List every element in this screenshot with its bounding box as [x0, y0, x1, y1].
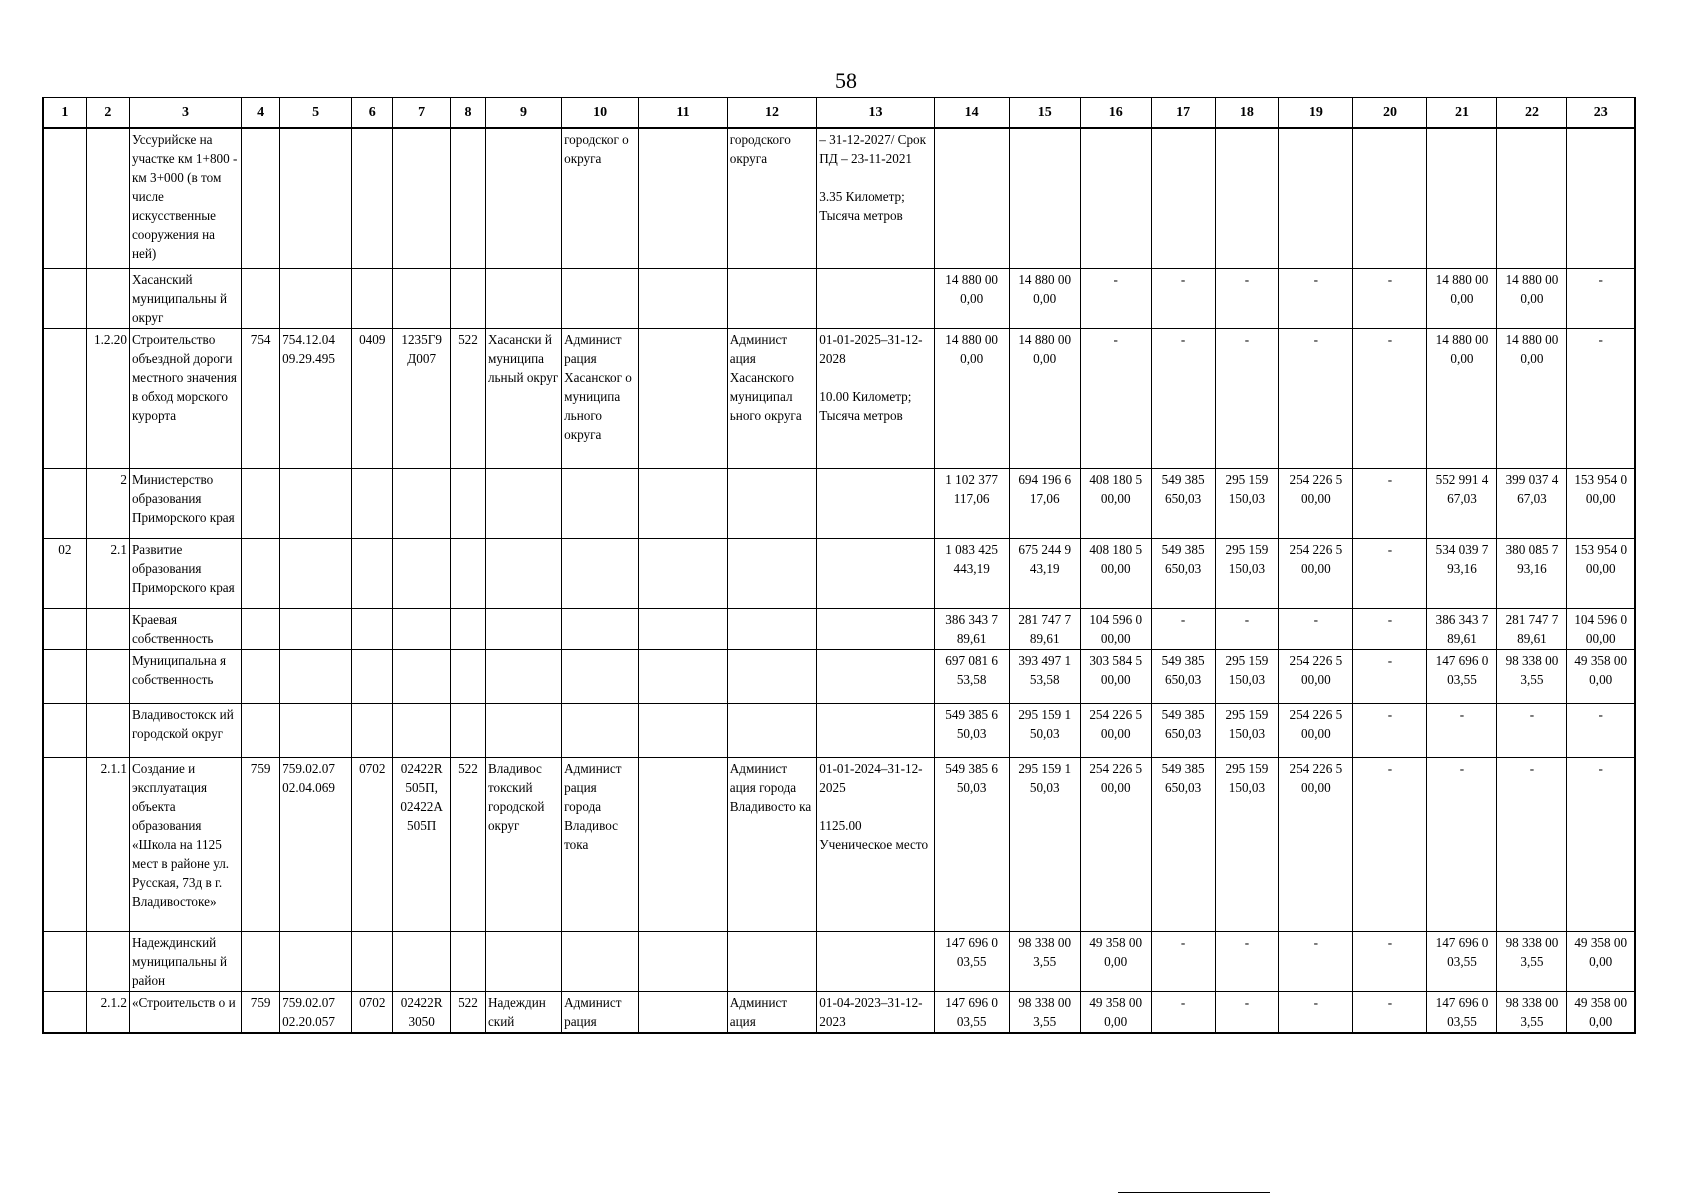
- table-cell: [727, 538, 817, 608]
- table-cell: [485, 268, 561, 328]
- table-cell: «Строительств о и: [129, 991, 241, 1033]
- column-header-3: 3: [129, 98, 241, 129]
- table-cell: [393, 538, 451, 608]
- table-cell: 104 596 0 00,00: [1567, 608, 1635, 649]
- table-cell: [43, 468, 86, 538]
- table-cell: 694 196 6 17,06: [1009, 468, 1080, 538]
- table-cell: [280, 649, 352, 703]
- table-cell: городског о округа: [562, 128, 639, 268]
- column-header-23: 23: [1567, 98, 1635, 129]
- table-cell: 295 159 150,03: [1215, 538, 1279, 608]
- table-cell: 14 880 00 0,00: [934, 268, 1009, 328]
- table-cell: Уссурийске на участке км 1+800 - км 3+000 (в том числе искусственные сооружения на ней): [129, 128, 241, 268]
- table-cell: [393, 931, 451, 991]
- table-cell: -: [1151, 931, 1215, 991]
- table-cell: 1 083 425 443,19: [934, 538, 1009, 608]
- table-cell: 254 226 5 00,00: [1279, 468, 1353, 538]
- table-cell: 147 696 0 03,55: [1427, 649, 1497, 703]
- table-cell: [639, 931, 728, 991]
- column-header-11: 11: [639, 98, 728, 129]
- table-cell: [562, 703, 639, 757]
- table-cell: 549 385 6 50,03: [934, 757, 1009, 931]
- table-cell: 2.1: [86, 538, 129, 608]
- column-header-22: 22: [1497, 98, 1567, 129]
- table-cell: 295 159 150,03: [1215, 468, 1279, 538]
- table-cell: [43, 128, 86, 268]
- table-cell: -: [1427, 757, 1497, 931]
- table-cell: [43, 931, 86, 991]
- table-cell: 02422R 505П, 02422A 505П: [393, 757, 451, 931]
- table-cell: 49 358 00 0,00: [1080, 991, 1151, 1033]
- table-cell: 14 880 00 0,00: [1427, 328, 1497, 468]
- table-cell: [43, 608, 86, 649]
- table-cell: [450, 268, 485, 328]
- table-cell: 522: [450, 328, 485, 468]
- table-cell: -: [1497, 703, 1567, 757]
- table-cell: Создание и эксплуатация объекта образования «Школа на 1125 мест в районе ул. Русская, 73д в г. Владивостоке»: [129, 757, 241, 931]
- table-cell: 02422R 3050: [393, 991, 451, 1033]
- table-cell: -: [1151, 328, 1215, 468]
- table-cell: Надеждин ский: [485, 991, 561, 1033]
- table-cell: [639, 757, 728, 931]
- table-cell: 98 338 00 3,55: [1009, 931, 1080, 991]
- footer-divider: [1118, 1192, 1270, 1193]
- table-cell: 295 159 1 50,03: [1009, 757, 1080, 931]
- table-cell: -: [1279, 931, 1353, 991]
- table-cell: [43, 757, 86, 931]
- table-cell: [242, 608, 280, 649]
- table-cell: [1427, 128, 1497, 268]
- table-cell: -: [1427, 703, 1497, 757]
- table-cell: [727, 268, 817, 328]
- table-cell: [485, 703, 561, 757]
- table-cell: 281 747 7 89,61: [1497, 608, 1567, 649]
- table-cell: [1353, 128, 1427, 268]
- table-cell: [639, 649, 728, 703]
- table-cell: -: [1567, 328, 1635, 468]
- table-cell: Админист ация: [727, 991, 817, 1033]
- column-header-16: 16: [1080, 98, 1151, 129]
- table-cell: [450, 703, 485, 757]
- column-header-8: 8: [450, 98, 485, 129]
- table-cell: [562, 268, 639, 328]
- column-header-13: 13: [817, 98, 934, 129]
- table-cell: 49 358 00 0,00: [1567, 649, 1635, 703]
- table-cell: [86, 268, 129, 328]
- table-cell: -: [1279, 268, 1353, 328]
- table-cell: 0702: [352, 757, 393, 931]
- table-cell: Развитие образования Приморского края: [129, 538, 241, 608]
- table-cell: [639, 328, 728, 468]
- table-cell: -: [1353, 991, 1427, 1033]
- table-cell: -: [1353, 703, 1427, 757]
- table-cell: [43, 328, 86, 468]
- table-cell: 254 226 5 00,00: [1279, 649, 1353, 703]
- table-cell: 0702: [352, 991, 393, 1033]
- table-cell: 2.1.1: [86, 757, 129, 931]
- table-cell: -: [1353, 268, 1427, 328]
- table-cell: [817, 649, 934, 703]
- table-cell: 295 159 150,03: [1215, 757, 1279, 931]
- table-cell: [1567, 128, 1635, 268]
- table-cell: -: [1080, 328, 1151, 468]
- table-row: [43, 703, 1635, 757]
- table-cell: 522: [450, 757, 485, 931]
- table-cell: 1 102 377 117,06: [934, 468, 1009, 538]
- table-cell: Админист рация Хасанског о муниципа льного округа: [562, 328, 639, 468]
- table-cell: 02: [43, 538, 86, 608]
- column-header-10: 10: [562, 98, 639, 129]
- table-cell: 01-04-2023–31-12-2023: [817, 991, 934, 1033]
- table-cell: [727, 703, 817, 757]
- table-cell: [727, 649, 817, 703]
- table-cell: 254 226 5 00,00: [1279, 538, 1353, 608]
- table-cell: 153 954 0 00,00: [1567, 468, 1635, 538]
- table-cell: -: [1497, 757, 1567, 931]
- table-cell: 303 584 5 00,00: [1080, 649, 1151, 703]
- table-cell: Краевая собственность: [129, 608, 241, 649]
- table-cell: -: [1215, 268, 1279, 328]
- table-row: [43, 757, 1635, 931]
- table-cell: 552 991 4 67,03: [1427, 468, 1497, 538]
- table-cell: -: [1353, 649, 1427, 703]
- table-row: [43, 538, 1635, 608]
- table-cell: 98 338 00 3,55: [1497, 931, 1567, 991]
- table-cell: -: [1151, 608, 1215, 649]
- table-cell: 14 880 00 0,00: [1427, 268, 1497, 328]
- column-header-15: 15: [1009, 98, 1080, 129]
- table-cell: [639, 991, 728, 1033]
- data-table: [42, 97, 1636, 1034]
- table-cell: 254 226 5 00,00: [1279, 757, 1353, 931]
- table-cell: [393, 128, 451, 268]
- table-cell: Админист ация города Владивосто ка: [727, 757, 817, 931]
- table-cell: 697 081 6 53,58: [934, 649, 1009, 703]
- table-cell: 14 880 00 0,00: [1497, 328, 1567, 468]
- table-cell: [393, 608, 451, 649]
- table-cell: [639, 608, 728, 649]
- table-cell: [1279, 128, 1353, 268]
- table-cell: [639, 538, 728, 608]
- table-cell: [639, 468, 728, 538]
- table-cell: [280, 468, 352, 538]
- table-cell: [352, 703, 393, 757]
- table-cell: [352, 128, 393, 268]
- table-cell: [86, 649, 129, 703]
- column-header-9: 9: [485, 98, 561, 129]
- table-cell: 2: [86, 468, 129, 538]
- table-cell: [352, 649, 393, 703]
- table-cell: Админист ация Хасанского муниципал ьного округа: [727, 328, 817, 468]
- table-cell: [562, 649, 639, 703]
- table-cell: [86, 931, 129, 991]
- table-cell: [352, 268, 393, 328]
- table-cell: [727, 468, 817, 538]
- table-cell: [817, 268, 934, 328]
- table-cell: Владивостокск ий городской округ: [129, 703, 241, 757]
- table-cell: 49 358 00 0,00: [1567, 991, 1635, 1033]
- table-cell: – 31-12-2027/ Срок ПД – 23-11-2021 3.35 Километр; Тысяча метров: [817, 128, 934, 268]
- table-cell: -: [1151, 268, 1215, 328]
- column-header-4: 4: [242, 98, 280, 129]
- table-cell: [817, 931, 934, 991]
- table-cell: [1009, 128, 1080, 268]
- table-cell: -: [1151, 991, 1215, 1033]
- table-cell: -: [1279, 608, 1353, 649]
- table-cell: 759.02.07 02.20.057: [280, 991, 352, 1033]
- table-cell: -: [1567, 268, 1635, 328]
- table-cell: [43, 649, 86, 703]
- table-row: [43, 608, 1635, 649]
- column-header-17: 17: [1151, 98, 1215, 129]
- table-cell: 14 880 00 0,00: [1009, 268, 1080, 328]
- column-header-7: 7: [393, 98, 451, 129]
- table-cell: 549 385 650,03: [1151, 538, 1215, 608]
- table-cell: Строительство объездной дороги местного значения в обход морского курорта: [129, 328, 241, 468]
- table-cell: 14 880 00 0,00: [934, 328, 1009, 468]
- table-cell: 49 358 00 0,00: [1080, 931, 1151, 991]
- table-cell: 386 343 7 89,61: [934, 608, 1009, 649]
- table-cell: [242, 468, 280, 538]
- table-cell: -: [1353, 931, 1427, 991]
- table-cell: 147 696 0 03,55: [1427, 931, 1497, 991]
- column-header-5: 5: [280, 98, 352, 129]
- table-cell: 1.2.20: [86, 328, 129, 468]
- table-cell: 549 385 6 50,03: [934, 703, 1009, 757]
- table-cell: 01-01-2024–31-12-2025 1125.00 Ученическое место: [817, 757, 934, 931]
- table-cell: [242, 538, 280, 608]
- table-cell: 295 159 150,03: [1215, 649, 1279, 703]
- table-cell: [485, 649, 561, 703]
- table-cell: 254 226 5 00,00: [1279, 703, 1353, 757]
- table-cell: [393, 268, 451, 328]
- table-cell: [639, 703, 728, 757]
- table-cell: 759: [242, 991, 280, 1033]
- table-cell: 147 696 0 03,55: [934, 931, 1009, 991]
- table-cell: Министерство образования Приморского края: [129, 468, 241, 538]
- table-cell: 534 039 7 93,16: [1427, 538, 1497, 608]
- table-cell: 01-01-2025–31-12-2028 10.00 Километр; Тысяча метров: [817, 328, 934, 468]
- table-cell: [817, 468, 934, 538]
- table-cell: 254 226 5 00,00: [1080, 757, 1151, 931]
- table-cell: 393 497 1 53,58: [1009, 649, 1080, 703]
- table-cell: 759.02.07 02.04.069: [280, 757, 352, 931]
- table-cell: [86, 608, 129, 649]
- table-cell: [450, 931, 485, 991]
- table-cell: 254 226 5 00,00: [1080, 703, 1151, 757]
- table-cell: [450, 468, 485, 538]
- table-cell: -: [1215, 931, 1279, 991]
- table-cell: [43, 991, 86, 1033]
- table-cell: [352, 468, 393, 538]
- table-cell: 754: [242, 328, 280, 468]
- column-header-21: 21: [1427, 98, 1497, 129]
- table-cell: -: [1567, 757, 1635, 931]
- table-cell: [43, 268, 86, 328]
- table-header-row: [43, 98, 1635, 129]
- table-cell: 408 180 5 00,00: [1080, 538, 1151, 608]
- table-cell: 549 385 650,03: [1151, 757, 1215, 931]
- table-cell: Муниципальна я собственность: [129, 649, 241, 703]
- table-cell: -: [1215, 608, 1279, 649]
- table-cell: 98 338 00 3,55: [1497, 649, 1567, 703]
- table-cell: -: [1279, 991, 1353, 1033]
- table-row: [43, 328, 1635, 468]
- table-cell: [352, 538, 393, 608]
- table-cell: 0409: [352, 328, 393, 468]
- table-cell: [639, 268, 728, 328]
- table-cell: 147 696 0 03,55: [1427, 991, 1497, 1033]
- column-header-20: 20: [1353, 98, 1427, 129]
- table-cell: [393, 703, 451, 757]
- table-cell: [280, 931, 352, 991]
- table-cell: 754.12.04 09.29.495: [280, 328, 352, 468]
- table-cell: 2.1.2: [86, 991, 129, 1033]
- table-cell: [280, 268, 352, 328]
- column-header-2: 2: [86, 98, 129, 129]
- table-cell: Админист рация: [562, 991, 639, 1033]
- table-cell: [242, 128, 280, 268]
- table-cell: [485, 128, 561, 268]
- table-cell: [639, 128, 728, 268]
- table-cell: [562, 608, 639, 649]
- table-cell: [562, 931, 639, 991]
- table-cell: -: [1353, 608, 1427, 649]
- table-cell: 1235Г9 Д007: [393, 328, 451, 468]
- table-cell: [1080, 128, 1151, 268]
- table-cell: [450, 608, 485, 649]
- table-cell: [817, 703, 934, 757]
- table-cell: [485, 468, 561, 538]
- table-cell: [727, 931, 817, 991]
- table-row: [43, 991, 1635, 1033]
- table-cell: [393, 468, 451, 538]
- table-cell: -: [1279, 328, 1353, 468]
- table-cell: 399 037 4 67,03: [1497, 468, 1567, 538]
- table-cell: [1497, 128, 1567, 268]
- table-cell: 380 085 7 93,16: [1497, 538, 1567, 608]
- column-header-19: 19: [1279, 98, 1353, 129]
- table-cell: [1151, 128, 1215, 268]
- table-cell: [86, 128, 129, 268]
- table-cell: [485, 538, 561, 608]
- table-cell: 281 747 7 89,61: [1009, 608, 1080, 649]
- table-cell: -: [1215, 991, 1279, 1033]
- table-row: [43, 931, 1635, 991]
- table-cell: 98 338 00 3,55: [1009, 991, 1080, 1033]
- table-cell: -: [1080, 268, 1151, 328]
- table-cell: [727, 608, 817, 649]
- table-cell: [817, 538, 934, 608]
- column-header-12: 12: [727, 98, 817, 129]
- table-row: [43, 128, 1635, 268]
- table-cell: [352, 931, 393, 991]
- table-cell: [485, 608, 561, 649]
- table-row: [43, 268, 1635, 328]
- table-cell: 98 338 00 3,55: [1497, 991, 1567, 1033]
- table-cell: [1215, 128, 1279, 268]
- table-cell: [393, 649, 451, 703]
- table-cell: -: [1567, 703, 1635, 757]
- table-row: [43, 468, 1635, 538]
- table-cell: 408 180 5 00,00: [1080, 468, 1151, 538]
- table-cell: [352, 608, 393, 649]
- table-cell: -: [1353, 757, 1427, 931]
- table-cell: Владивос токский городской округ: [485, 757, 561, 931]
- column-header-18: 18: [1215, 98, 1279, 129]
- table-cell: 14 880 00 0,00: [1497, 268, 1567, 328]
- column-header-14: 14: [934, 98, 1009, 129]
- table-cell: 14 880 00 0,00: [1009, 328, 1080, 468]
- table-cell: 147 696 0 03,55: [934, 991, 1009, 1033]
- table-cell: [450, 538, 485, 608]
- table-cell: Хасанский муниципальны й округ: [129, 268, 241, 328]
- table-cell: 295 159 1 50,03: [1009, 703, 1080, 757]
- column-header-6: 6: [352, 98, 393, 129]
- table-cell: [280, 538, 352, 608]
- table-cell: -: [1353, 328, 1427, 468]
- table-cell: Админист рация города Владивос тока: [562, 757, 639, 931]
- table-cell: -: [1353, 468, 1427, 538]
- table-cell: [280, 703, 352, 757]
- table-cell: [485, 931, 561, 991]
- page-number: 58: [835, 68, 857, 93]
- table-cell: -: [1353, 538, 1427, 608]
- table-cell: -: [1215, 328, 1279, 468]
- table-cell: [562, 468, 639, 538]
- table-cell: 49 358 00 0,00: [1567, 931, 1635, 991]
- table-cell: 549 385 650,03: [1151, 703, 1215, 757]
- table-cell: 295 159 150,03: [1215, 703, 1279, 757]
- table-cell: [242, 703, 280, 757]
- table-cell: городского округа: [727, 128, 817, 268]
- table-cell: 153 954 0 00,00: [1567, 538, 1635, 608]
- table-cell: [817, 608, 934, 649]
- table-cell: Хасански й муниципа льный округ: [485, 328, 561, 468]
- table-cell: [280, 128, 352, 268]
- table-cell: 104 596 0 00,00: [1080, 608, 1151, 649]
- table-cell: [242, 931, 280, 991]
- table-cell: Надеждинский муниципальны й район: [129, 931, 241, 991]
- table-cell: [242, 649, 280, 703]
- column-header-1: 1: [43, 98, 86, 129]
- table-row: [43, 649, 1635, 703]
- table-cell: 549 385 650,03: [1151, 468, 1215, 538]
- table-cell: 675 244 9 43,19: [1009, 538, 1080, 608]
- table-cell: [242, 268, 280, 328]
- table-cell: [43, 703, 86, 757]
- table-cell: 759: [242, 757, 280, 931]
- table-cell: [450, 128, 485, 268]
- table-cell: [934, 128, 1009, 268]
- table-cell: 549 385 650,03: [1151, 649, 1215, 703]
- table-cell: 386 343 7 89,61: [1427, 608, 1497, 649]
- table-cell: 522: [450, 991, 485, 1033]
- table-cell: [450, 649, 485, 703]
- table-cell: [86, 703, 129, 757]
- table-cell: [562, 538, 639, 608]
- table-cell: [280, 608, 352, 649]
